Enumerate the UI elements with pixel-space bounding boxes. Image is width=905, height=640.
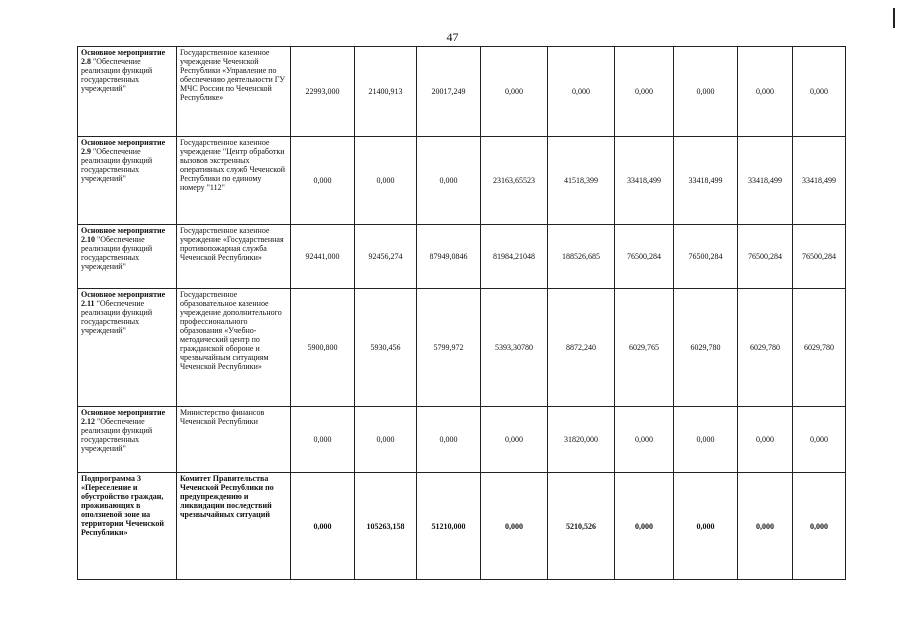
value-cell: 0,000 — [674, 47, 738, 137]
executor-cell: Государственное образовательное казенное учреждение дополнительного профессионального образования «Учебно-методический центр по гражданской обороне и чрезвычайным ситуациям Чеченской Республики» — [177, 289, 291, 407]
value-cell: 188526,685 — [548, 225, 615, 289]
value-cell: 33418,499 — [738, 137, 793, 225]
table-row — [78, 407, 846, 473]
value-cell: 92441,000 — [291, 225, 355, 289]
activity-subtitle: "Обеспечение реализации функций государственных учреждений" — [81, 299, 153, 335]
value-cell: 0,000 — [615, 47, 674, 137]
value-cell: 0,000 — [793, 473, 846, 580]
page-number: 47 — [446, 30, 459, 44]
activity-name-cell — [78, 225, 177, 289]
value-cell: 41518,399 — [548, 137, 615, 225]
value-cell: 22993,000 — [291, 47, 355, 137]
value-cell: 51210,000 — [417, 473, 481, 580]
value-cell: 92456,274 — [355, 225, 417, 289]
value-cell: 0,000 — [481, 407, 548, 473]
activity-title: Основное мероприятие 2.12 — [81, 408, 166, 426]
value-cell: 5210,526 — [548, 473, 615, 580]
value-cell: 0,000 — [355, 407, 417, 473]
value-cell: 31820,000 — [548, 407, 615, 473]
activity-name-cell — [78, 289, 177, 407]
value-cell: 33418,499 — [615, 137, 674, 225]
value-cell: 20017,249 — [417, 47, 481, 137]
activity-subtitle: "Обеспечение реализации функций государственных учреждений" — [81, 235, 153, 271]
value-cell: 76500,284 — [615, 225, 674, 289]
activity-title: Основное мероприятие 2.8 — [81, 48, 166, 66]
value-cell: 5393,30780 — [481, 289, 548, 407]
value-cell: 8872,240 — [548, 289, 615, 407]
activity-title: Подпрограмма 3 «Переселение и обустройство граждан, проживающих в оползневой зоне на территории Чеченской Республики» — [81, 474, 165, 537]
value-cell: 76500,284 — [738, 225, 793, 289]
value-cell: 0,000 — [481, 473, 548, 580]
value-cell: 6029,780 — [738, 289, 793, 407]
value-cell: 0,000 — [481, 47, 548, 137]
value-cell: 0,000 — [291, 407, 355, 473]
activity-name-cell — [78, 137, 177, 225]
executor-cell: Государственное казенное учреждение «Государственная противопожарная служба Чеченской Республики» — [177, 225, 291, 289]
value-cell: 0,000 — [793, 47, 846, 137]
value-cell: 0,000 — [291, 137, 355, 225]
value-cell: 5900,800 — [291, 289, 355, 407]
activity-subtitle: "Обеспечение реализации функций государственных учреждений" — [81, 147, 153, 183]
value-cell: 0,000 — [291, 473, 355, 580]
value-cell: 0,000 — [793, 407, 846, 473]
table-body — [78, 47, 846, 580]
value-cell: 0,000 — [738, 47, 793, 137]
table-row — [78, 289, 846, 407]
executor-cell: Государственное казенное учреждение "Центр обработки вызовов экстренных оперативных служб Чеченской Республики по единому номеру "112" — [177, 137, 291, 225]
value-cell: 5930,456 — [355, 289, 417, 407]
table-row — [78, 473, 846, 580]
executor-cell: Государственное казенное учреждение Чеченской Республики «Управление по обеспечению деятельности ГУ МЧС России по Чеченской Республике» — [177, 47, 291, 137]
scan-edge-mark — [893, 8, 895, 28]
value-cell: 0,000 — [417, 407, 481, 473]
value-cell: 81984,21048 — [481, 225, 548, 289]
value-cell: 76500,284 — [793, 225, 846, 289]
value-cell: 33418,499 — [674, 137, 738, 225]
value-cell: 33418,499 — [793, 137, 846, 225]
executor-cell: Комитет Правительства Чеченской Республики по предупреждению и ликвидации последствий чрезвычайных ситуаций — [177, 473, 291, 580]
activity-name-cell — [78, 473, 177, 580]
value-cell: 0,000 — [615, 473, 674, 580]
value-cell: 0,000 — [738, 407, 793, 473]
value-cell: 0,000 — [674, 473, 738, 580]
value-cell: 0,000 — [674, 407, 738, 473]
value-cell: 0,000 — [355, 137, 417, 225]
budget-table — [77, 46, 846, 580]
activity-name-cell — [78, 47, 177, 137]
value-cell: 5799,972 — [417, 289, 481, 407]
value-cell: 105263,158 — [355, 473, 417, 580]
value-cell: 6029,765 — [615, 289, 674, 407]
activity-subtitle: "Обеспечение реализации функций государственных учреждений" — [81, 417, 153, 453]
value-cell: 87949,0846 — [417, 225, 481, 289]
table-row — [78, 137, 846, 225]
value-cell: 0,000 — [417, 137, 481, 225]
value-cell: 21400,913 — [355, 47, 417, 137]
activity-title: Основное мероприятие 2.10 — [81, 226, 166, 244]
table-row — [78, 47, 846, 137]
value-cell: 0,000 — [615, 407, 674, 473]
value-cell: 0,000 — [548, 47, 615, 137]
executor-cell: Министерство финансов Чеченской Республики — [177, 407, 291, 473]
value-cell: 6029,780 — [793, 289, 846, 407]
activity-subtitle: "Обеспечение реализации функций государственных учреждений" — [81, 57, 153, 93]
activity-title: Основное мероприятие 2.9 — [81, 138, 166, 156]
value-cell: 76500,284 — [674, 225, 738, 289]
activity-name-cell — [78, 407, 177, 473]
value-cell: 23163,65523 — [481, 137, 548, 225]
value-cell: 6029,780 — [674, 289, 738, 407]
activity-title: Основное мероприятие 2.11 — [81, 290, 166, 308]
value-cell: 0,000 — [738, 473, 793, 580]
table-row — [78, 225, 846, 289]
